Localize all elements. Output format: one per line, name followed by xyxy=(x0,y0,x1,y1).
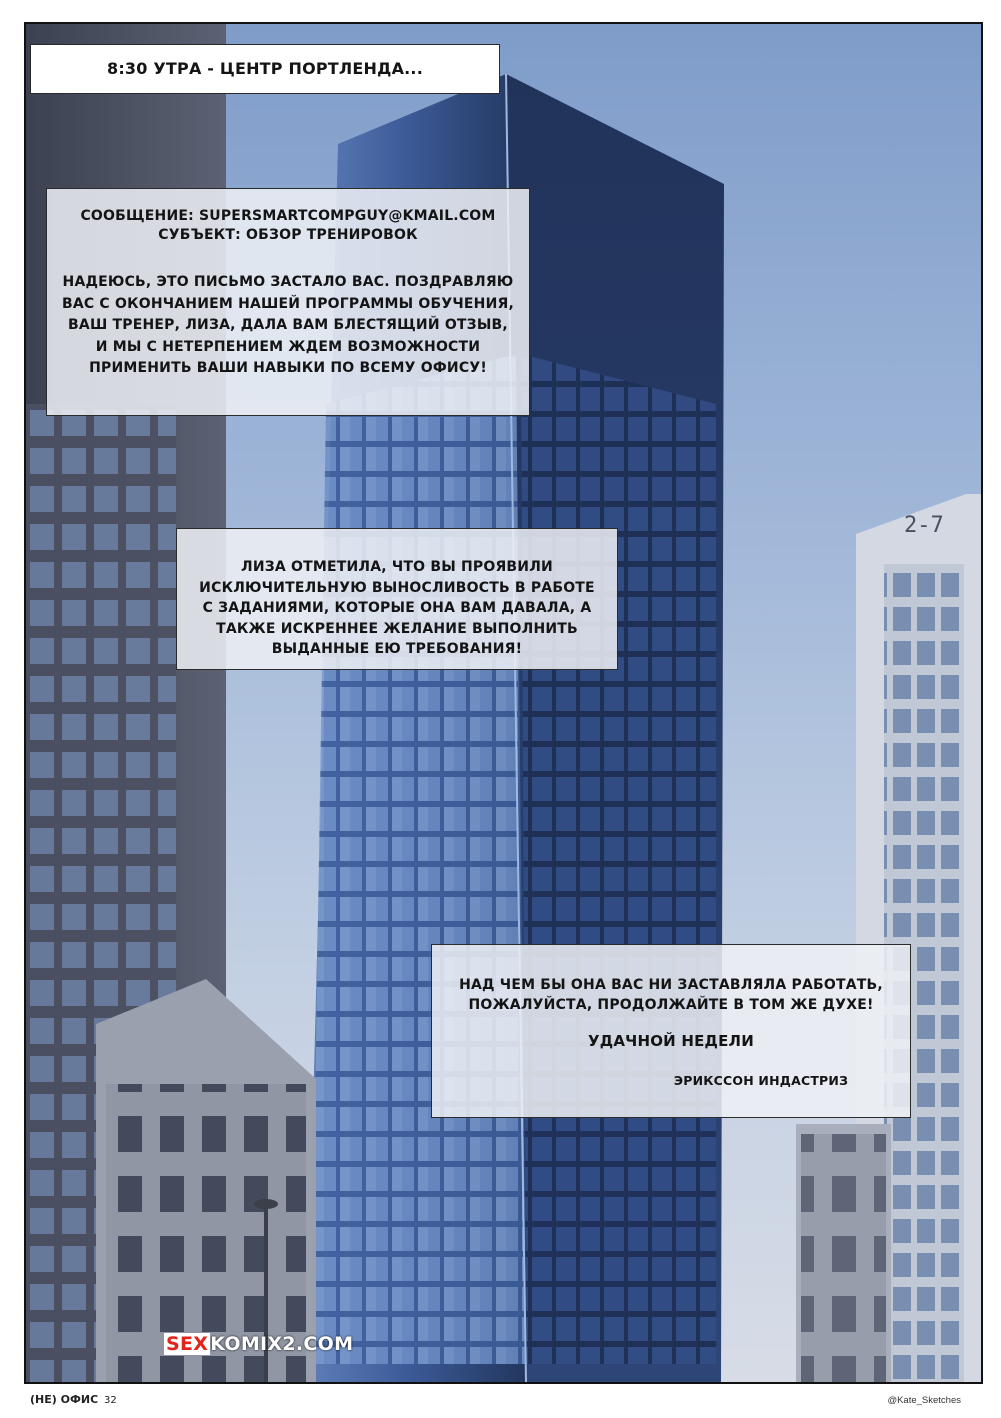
author-credit: @Kate_Sketches xyxy=(887,1395,961,1406)
lisa-line: ИСКЛЮЧИТЕЛЬНУЮ ВЫНОСЛИВОСТЬ В РАБОТЕ xyxy=(199,579,595,596)
lisa-line: С ЗАДАНИЯМИ, КОТОРЫЕ ОНА ВАМ ДАВАЛА, А xyxy=(202,600,592,616)
lisa-line: ЛИЗА ОТМЕТИЛА, ЧТО ВЫ ПРОЯВИЛИ xyxy=(241,559,553,575)
watermark-part-1: SEX xyxy=(166,1333,209,1355)
lisa-caption xyxy=(176,528,618,670)
comic-panel xyxy=(24,22,983,1384)
email-body-line: ПРИМЕНИТЬ ВАШИ НАВЫКИ ПО ВСЕМУ ОФИСУ! xyxy=(89,360,487,376)
closing-line: НАД ЧЕМ БЫ ОНА ВАС НИ ЗАСТАВЛЯЛА РАБОТАТЬ, xyxy=(459,977,883,993)
closing-signature: ЭРИКССОН ИНДАСТРИЗ xyxy=(673,1073,849,1088)
closing-line: ПОЖАЛУЙСТА, ПРОДОЛЖАЙТЕ В ТОМ ЖЕ ДУХЕ! xyxy=(468,997,874,1013)
tower-right-windows xyxy=(521,354,716,1364)
email-body-line: ВАШ ТРЕНЕР, ЛИЗА, ДАЛА ВАМ БЛЕСТЯЩИЙ ОТЗЫВ, xyxy=(68,317,508,333)
time-caption xyxy=(30,44,500,94)
lisa-line: ТАКЖЕ ИСКРЕННЕЕ ЖЕЛАНИЕ ВЫПОЛНИТЬ xyxy=(216,620,578,637)
email-caption xyxy=(46,188,530,416)
email-body-line: ВАС С ОКОНЧАНИЕМ НАШЕЙ ПРОГРАММЫ ОБУЧЕНИЯ, xyxy=(61,295,515,312)
lamp-head xyxy=(254,1199,278,1209)
email-from: СООБЩЕНИЕ: SUPERSMARTCOMPGUY@KMAIL.COM xyxy=(80,208,496,224)
lisa-line: ВЫДАННЫЕ ЕЮ ТРЕБОВАНИЯ! xyxy=(271,641,523,657)
comic-title: (НЕ) ОФИС xyxy=(30,1393,99,1406)
email-body-line: И МЫ С НЕТЕРПЕНИЕМ ЖДЕМ ВОЗМОЖНОСТИ xyxy=(95,338,481,355)
watermark-part-2: KOMIX2.COM xyxy=(210,1333,354,1355)
footer-title xyxy=(30,1393,117,1406)
time-caption-text: 8:30 УТРА - ЦЕНТР ПОРТЛЕНДА... xyxy=(107,59,423,78)
page-number: 32 xyxy=(104,1395,117,1406)
closing-greeting: УДАЧНОЙ НЕДЕЛИ xyxy=(588,1032,754,1050)
email-body-line: НАДЕЮСЬ, ЭТО ПИСЬМО ЗАСТАЛО ВАС. ПОЗДРАВЛЯЮ xyxy=(62,274,514,290)
building-sign: 2-7 xyxy=(904,513,944,538)
low-right-building-windows xyxy=(801,1134,886,1382)
site-watermark[interactable] xyxy=(164,1333,353,1355)
closing-caption xyxy=(431,944,911,1118)
tower-left-windows xyxy=(311,354,526,1364)
email-subject: СУБЪЕКТ: ОБЗОР ТРЕНИРОВОК xyxy=(158,227,418,243)
